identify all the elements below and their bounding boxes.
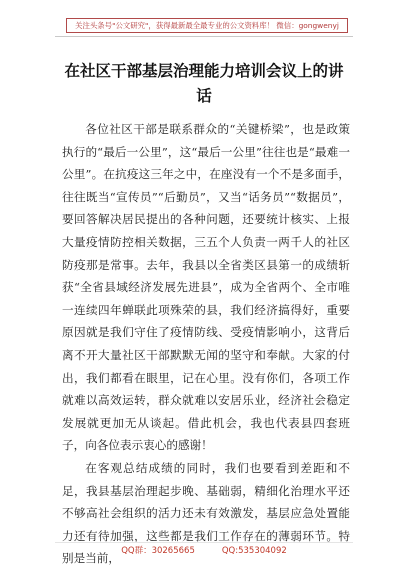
header-divider: [55, 36, 353, 37]
footer-divider: [55, 542, 353, 543]
document-body: [62, 118, 350, 570]
paragraph: 在客观总结成绩的同时，我们也要看到差距和不足，我县基层治理起步晚、基础弱，精细化治理水平还不够高社会组织的活力还未有效激发，基层应急处置能力还有待加强，这些都是我们工作存在的薄弱环节。特别是当前，: [62, 460, 350, 566]
footer-contact: QQ群：30265665 QQ:535304092: [121, 546, 287, 556]
header-banner: 关注头条号"公文研究"，获得最新最全最专业的公文资料库！ 微信：gongwenyj: [66, 18, 348, 33]
paragraph: 各位社区干部是联系群众的“关键桥梁”，也是政策执行的“最后一公里”，这“最后一公里”往往也是“最难一公里”。在抗疫这三年之中，在座没有一个不是多面手，往往既当“宣传员”“后勤员”，又当“话务员”“数据员”，要回答解决居民提出的各种问题，还要统计核实、上报大量疫情防控相关数据，三五个人负责一两千人的社区防疫那是常事。去年，我县以全省类区县第一的成绩斩获“全省县域经济发展先进县”，成为全省两个、全市唯一连续四年蝉联此项殊荣的县，我们经济搞得好，重要原因就是我们守住了疫情防线、受疫情影响小，这背后离不开大量社区干部默默无闻的坚守和奉献。大家的付出，我们都看在眼里，记在心里。没有你们，各项工作就难以高效运转，群众就难以安居乐业，经济社会稳定发展就更加无从谈起。借此机会，我也代表县四套班子，向各位表示衷心的感谢！: [62, 122, 350, 453]
document-title: 在社区干部基层治理能力培训会议上的讲话: [64, 61, 344, 105]
